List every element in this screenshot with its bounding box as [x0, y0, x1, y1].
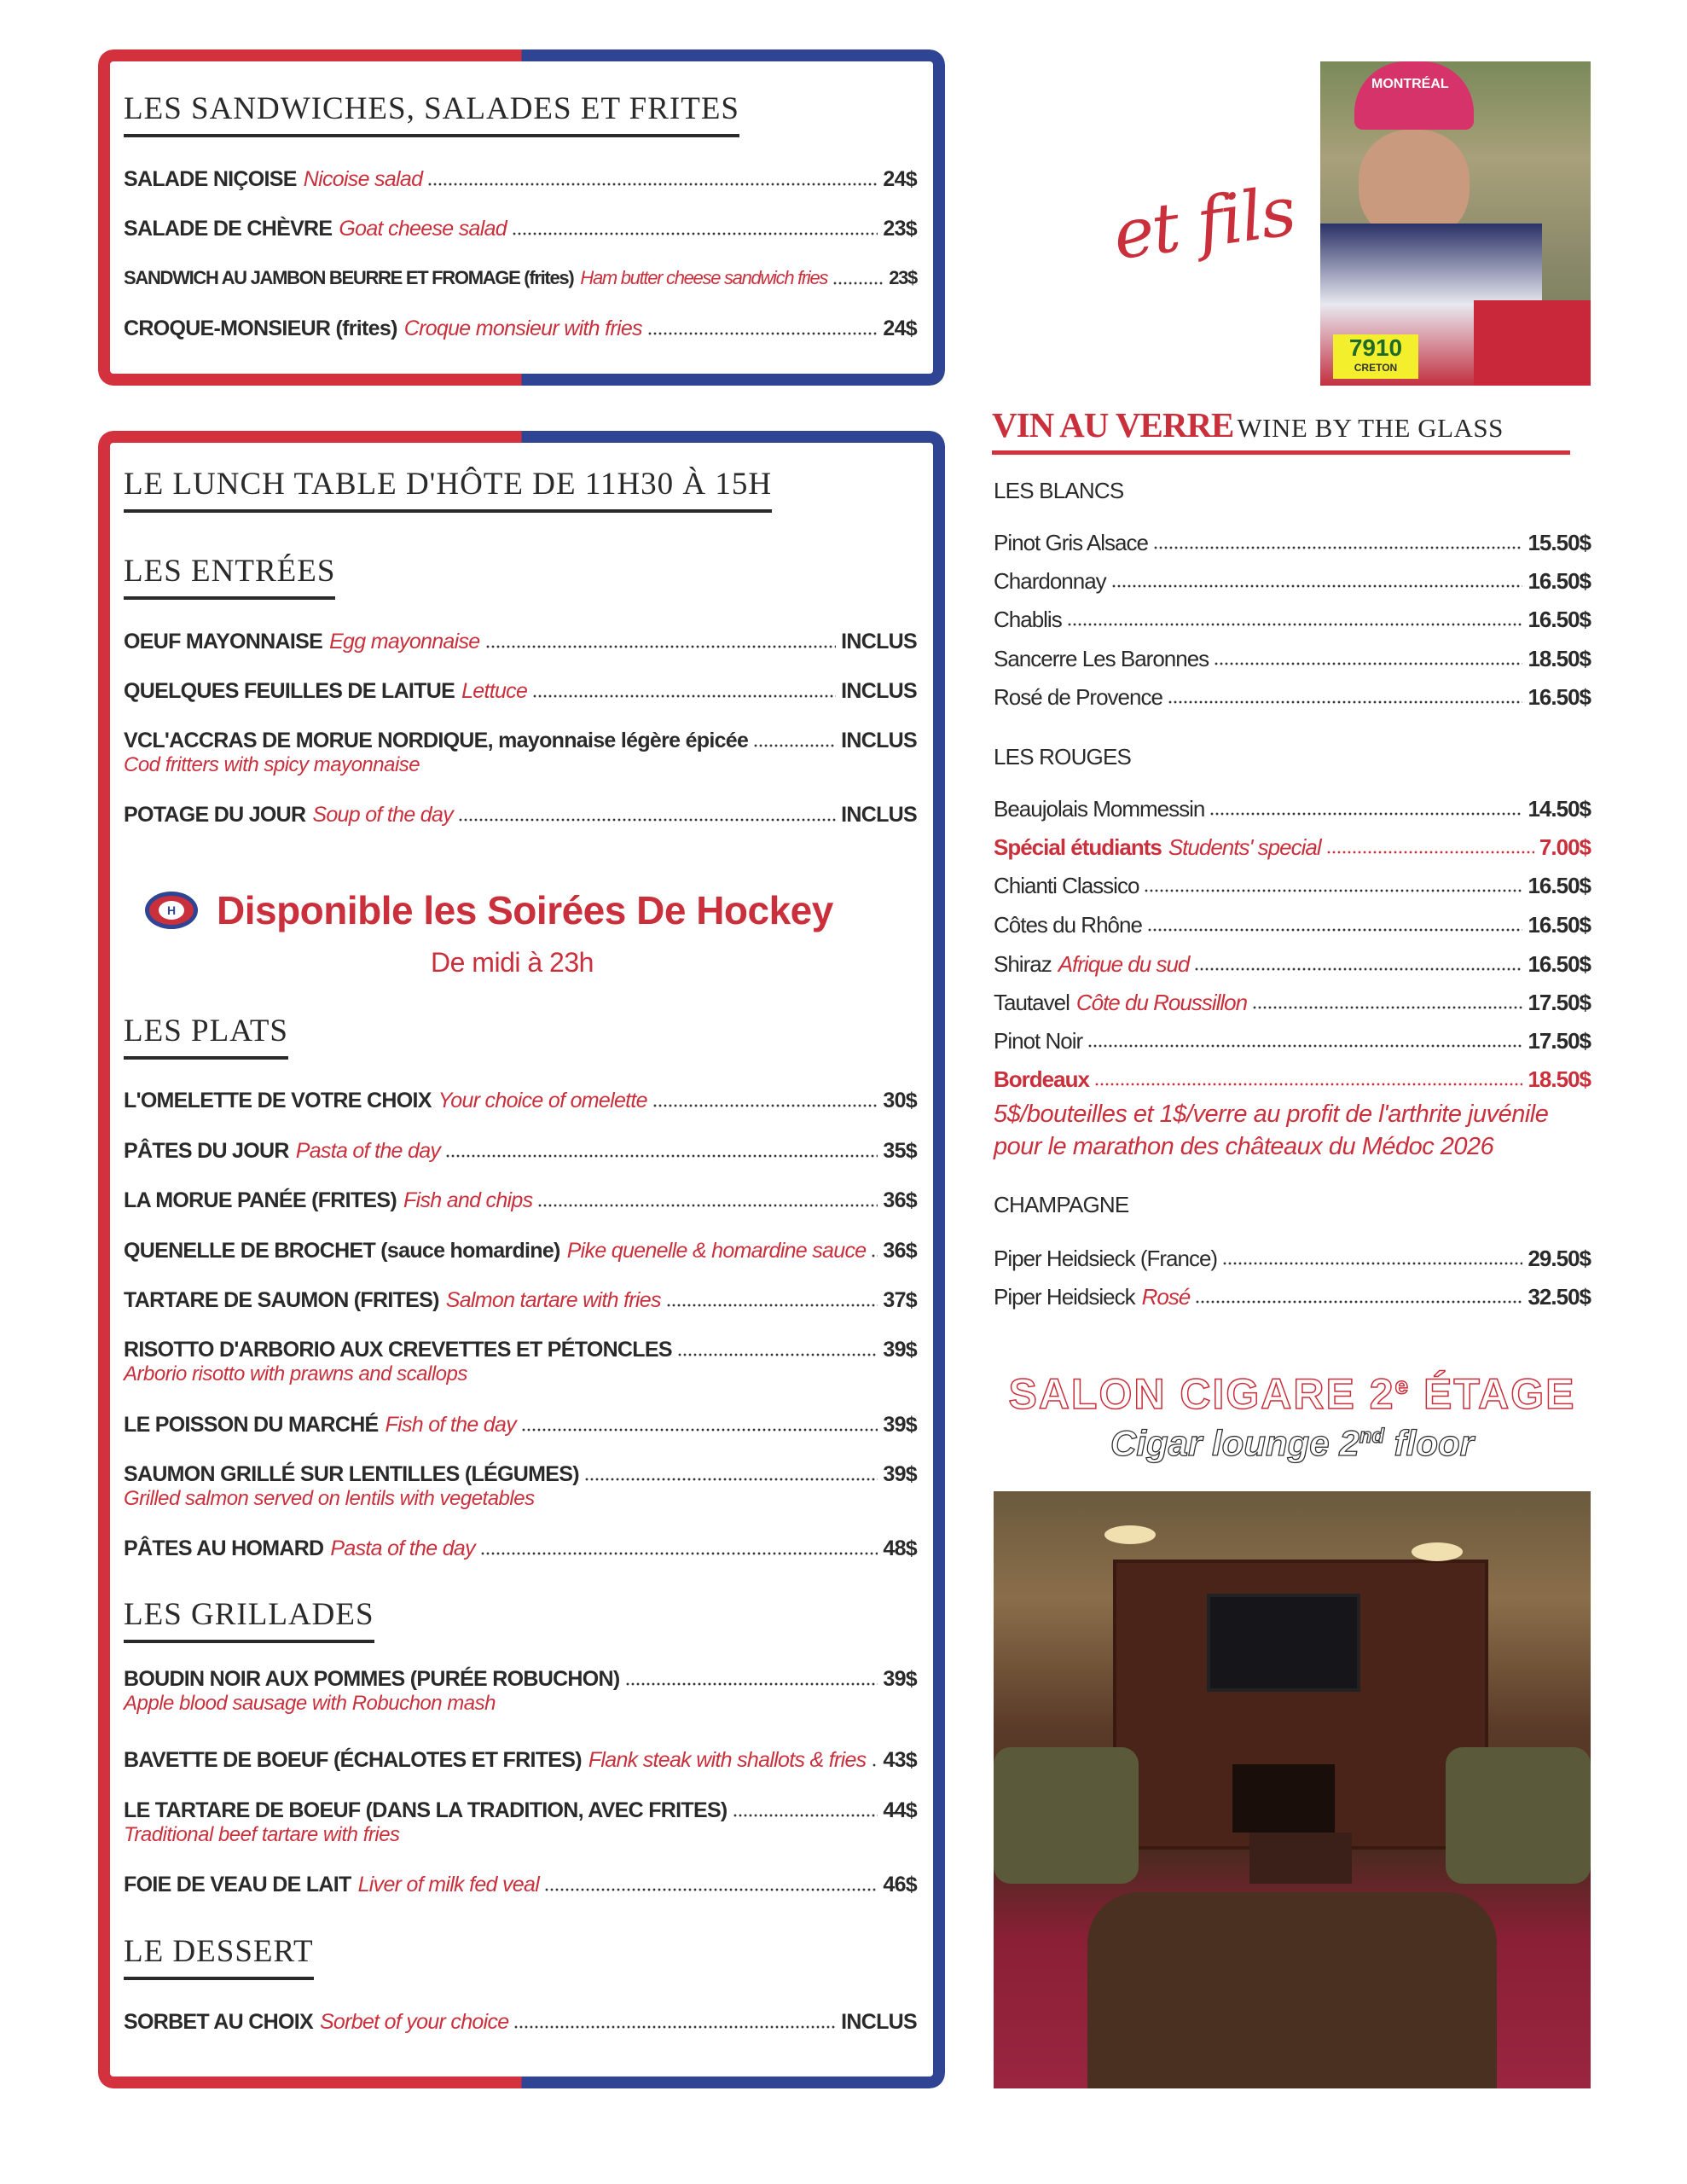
- item-english: Traditional beef tartare with fries: [124, 1823, 400, 1846]
- dot-leader: [1147, 928, 1523, 932]
- section-title: LES SANDWICHES, SALADES ET FRITES: [124, 92, 739, 137]
- item-name: CROQUE-MONSIEUR (frites): [124, 317, 397, 340]
- menu-item: [994, 912, 1591, 938]
- item-name: Chablis: [994, 607, 1062, 632]
- item-english: Lettuce: [461, 679, 528, 703]
- wine-title: VIN AU VERRE WINE BY THE GLASS: [992, 404, 1570, 455]
- item-price: 7.00$: [1539, 834, 1591, 860]
- item-name: Bordeaux: [994, 1066, 1089, 1092]
- item-price: 16.50$: [1528, 607, 1591, 632]
- item-price: INCLUS: [841, 679, 917, 703]
- item-price: 30$: [883, 1089, 917, 1112]
- item-price: 16.50$: [1528, 873, 1591, 898]
- dot-leader: [1094, 1083, 1523, 1086]
- menu-item: [994, 834, 1591, 860]
- item-name: SORBET AU CHOIX: [124, 2010, 313, 2034]
- menu-item: [994, 1066, 1591, 1092]
- item-english: Egg mayonnaise: [329, 630, 480, 653]
- item-price: 39$: [883, 1667, 917, 1691]
- item-english: Students' special: [1168, 834, 1321, 860]
- item-name: Chianti Classico: [994, 873, 1139, 898]
- plats-title: LES PLATS: [124, 1014, 288, 1060]
- item-english: Fish of the day: [385, 1413, 517, 1437]
- blancs-title: LES BLANCS: [994, 478, 1124, 503]
- item-name: Spécial étudiants: [994, 834, 1162, 860]
- dot-leader: [458, 818, 836, 822]
- dot-leader: [480, 1552, 878, 1555]
- menu-item: [124, 1461, 917, 1487]
- dot-leader: [544, 1888, 878, 1891]
- item-price: 18.50$: [1528, 646, 1591, 671]
- item-price: 39$: [883, 1462, 917, 1486]
- menu-item: [124, 1536, 917, 1561]
- item-name: BOUDIN NOIR AUX POMMES (PURÉE ROBUCHON): [124, 1667, 620, 1691]
- charity-note: 5$/bouteilles et 1$/verre au profit de l'arthrite juvénile: [994, 1101, 1549, 1128]
- item-english: Afrique du sud: [1058, 951, 1190, 977]
- item-name: VCL'ACCRAS DE MORUE NORDIQUE, mayonnaise légère épicée: [124, 729, 749, 752]
- dot-leader: [584, 1478, 878, 1481]
- menu-item: [124, 1412, 917, 1438]
- item-name: SAUMON GRILLÉ SUR LENTILLES (LÉGUMES): [124, 1462, 579, 1486]
- dot-leader: [513, 2025, 836, 2029]
- menu-item: [124, 1188, 917, 1213]
- item-price: 44$: [883, 1798, 917, 1822]
- dot-leader: [521, 1428, 878, 1432]
- item-english: Salmon tartare with fries: [445, 1288, 661, 1312]
- dot-leader: [1195, 1300, 1522, 1304]
- item-name: L'OMELETTE DE VOTRE CHOIX: [124, 1089, 432, 1112]
- item-price: 17.50$: [1528, 990, 1591, 1015]
- dot-leader: [1194, 967, 1522, 971]
- dot-leader: [1111, 584, 1523, 588]
- menu-item: [124, 1872, 917, 1897]
- item-price: 23$: [883, 217, 917, 241]
- item-name: Piper Heidsieck (France): [994, 1246, 1218, 1271]
- item-english: Pike quenelle & homardine sauce: [566, 1239, 867, 1263]
- item-price: 23$: [889, 267, 917, 288]
- menu-item: [124, 1747, 917, 1773]
- dot-leader: [666, 1304, 878, 1307]
- item-english: Pasta of the day: [330, 1536, 475, 1560]
- item-price: 36$: [883, 1188, 917, 1212]
- menu-item: [994, 530, 1591, 555]
- dot-leader: [485, 645, 837, 648]
- menu-item: [124, 166, 917, 192]
- menu-item: [994, 1028, 1591, 1054]
- dot-leader: [1153, 546, 1522, 549]
- item-english: Goat cheese salad: [339, 217, 507, 241]
- item-name: OEUF MAYONNAISE: [124, 630, 323, 653]
- item-name: LE TARTARE DE BOEUF (DANS LA TRADITION, AVEC FRITES): [124, 1798, 728, 1822]
- menu-item: [124, 802, 917, 828]
- item-name: Sancerre Les Baronnes: [994, 646, 1209, 671]
- item-name: Côtes du Rhône: [994, 912, 1142, 938]
- item-price: 46$: [883, 1873, 917, 1896]
- item-name: Pinot Gris Alsace: [994, 530, 1148, 555]
- menu-item: [124, 216, 917, 241]
- menu-item: [124, 1287, 917, 1313]
- item-price: INCLUS: [841, 2010, 917, 2034]
- item-price: 14.50$: [1528, 796, 1591, 822]
- charity-note: pour le marathon des châteaux du Médoc 2026: [994, 1133, 1494, 1160]
- menu-item: [994, 1246, 1591, 1271]
- item-name: POTAGE DU JOUR: [124, 803, 306, 827]
- item-english: Apple blood sausage with Robuchon mash: [124, 1692, 496, 1715]
- dot-leader: [1252, 1006, 1522, 1009]
- canadiens-logo-icon: H: [145, 892, 198, 929]
- item-name: SANDWICH AU JAMBON BEURRE ET FROMAGE (frites): [124, 267, 574, 288]
- dot-leader: [532, 694, 836, 698]
- item-name: Chardonnay: [994, 568, 1106, 594]
- dot-leader: [677, 1353, 878, 1356]
- item-english: Flank steak with shallots & fries: [588, 1748, 867, 1772]
- lunch-title: LE LUNCH TABLE D'HÔTE DE 11H30 À 15H: [124, 468, 772, 513]
- item-name: TARTARE DE SAUMON (FRITES): [124, 1288, 439, 1312]
- menu-item: [124, 1666, 917, 1692]
- entrees-title: LES ENTRÉES: [124, 555, 335, 600]
- item-english: Nicoise salad: [303, 167, 423, 191]
- menu-item: [124, 1138, 917, 1164]
- menu-item: [124, 316, 917, 341]
- menu-item: [994, 607, 1591, 632]
- item-name: Piper Heidsieck: [994, 1284, 1135, 1310]
- dot-leader: [445, 1154, 878, 1158]
- item-english: Grilled salmon served on lentils with vegetables: [124, 1487, 535, 1510]
- cigar-subtitle: Cigar lounge 2nd floor: [1110, 1423, 1474, 1463]
- menu-item: [124, 2009, 917, 2035]
- item-english: Côte du Roussillon: [1075, 990, 1248, 1015]
- menu-item: [124, 728, 917, 753]
- menu-item: [124, 1337, 917, 1362]
- dot-leader: [1168, 700, 1523, 704]
- item-name: Tautavel: [994, 990, 1070, 1015]
- item-price: INCLUS: [841, 803, 917, 827]
- dot-leader: [1326, 851, 1534, 854]
- item-english: Ham butter cheese sandwich fries: [580, 267, 828, 288]
- item-english: Croque monsieur with fries: [403, 317, 642, 340]
- item-price: 48$: [883, 1536, 917, 1560]
- item-price: 18.50$: [1528, 1066, 1591, 1092]
- item-name: SALADE NIÇOISE: [124, 167, 297, 191]
- item-price: 29.50$: [1528, 1246, 1591, 1271]
- hockey-hours: De midi à 23h: [431, 947, 594, 978]
- item-price: 24$: [883, 167, 917, 191]
- item-name: RISOTTO D'ARBORIO AUX CREVETTES ET PÉTONCLES: [124, 1338, 672, 1362]
- menu-item: [994, 990, 1591, 1015]
- item-name: PÂTES AU HOMARD: [124, 1536, 324, 1560]
- cigar-lounge-photo: [994, 1491, 1591, 2088]
- item-english: Sorbet of your choice: [319, 2010, 509, 2034]
- item-english: Cod fritters with spicy mayonnaise: [124, 753, 420, 776]
- item-price: INCLUS: [841, 630, 917, 653]
- et-fils-script: et fils: [1108, 171, 1300, 276]
- menu-item: [124, 629, 917, 654]
- cigar-title: SALON CIGARE 2e ÉTAGE: [1008, 1370, 1576, 1418]
- item-price: 16.50$: [1528, 568, 1591, 594]
- item-price: INCLUS: [841, 729, 917, 752]
- item-name: QUELQUES FEUILLES DE LAITUE: [124, 679, 455, 703]
- dot-leader: [871, 1254, 878, 1258]
- runner-photo: MONTRÉAL 7910 CRETON: [1320, 61, 1591, 386]
- item-english: Arborio risotto with prawns and scallops: [124, 1362, 467, 1385]
- dot-leader: [647, 332, 878, 335]
- item-price: 16.50$: [1528, 684, 1591, 710]
- item-name: LA MORUE PANÉE (FRITES): [124, 1188, 397, 1212]
- item-english: Rosé: [1141, 1284, 1191, 1310]
- item-english: Liver of milk fed veal: [357, 1873, 540, 1896]
- item-price: 15.50$: [1528, 530, 1591, 555]
- dessert-title: LE DESSERT: [124, 1935, 314, 1980]
- dot-leader: [427, 183, 878, 186]
- menu-item: [994, 873, 1591, 898]
- menu-item: [124, 678, 917, 704]
- item-price: 39$: [883, 1413, 917, 1437]
- menu-item: [994, 568, 1591, 594]
- item-name: BAVETTE DE BOEUF (ÉCHALOTES ET FRITES): [124, 1748, 582, 1772]
- dot-leader: [1222, 1262, 1522, 1265]
- item-price: 24$: [883, 317, 917, 340]
- menu-item: [994, 951, 1591, 977]
- dot-leader: [872, 1763, 878, 1767]
- dot-leader: [1214, 662, 1522, 665]
- champagne-title: CHAMPAGNE: [994, 1192, 1129, 1217]
- dot-leader: [1067, 623, 1523, 626]
- item-name: QUENELLE DE BROCHET (sauce homardine): [124, 1239, 560, 1263]
- dot-leader: [733, 1814, 878, 1817]
- item-price: 16.50$: [1528, 912, 1591, 938]
- dot-leader: [1144, 889, 1522, 892]
- menu-item: [124, 1238, 917, 1263]
- hockey-banner: [145, 887, 833, 933]
- dot-leader: [512, 232, 878, 235]
- item-name: FOIE DE VEAU DE LAIT: [124, 1873, 351, 1896]
- item-name: Shiraz: [994, 951, 1052, 977]
- item-price: 32.50$: [1528, 1284, 1591, 1310]
- item-name: PÂTES DU JOUR: [124, 1139, 289, 1163]
- item-price: 16.50$: [1528, 951, 1591, 977]
- item-name: SALADE DE CHÈVRE: [124, 217, 333, 241]
- item-price: 43$: [883, 1748, 917, 1772]
- item-name: Pinot Noir: [994, 1028, 1083, 1054]
- rouges-title: LES ROUGES: [994, 744, 1132, 770]
- item-price: 37$: [883, 1288, 917, 1312]
- dot-leader: [625, 1682, 878, 1686]
- menu-item: [994, 684, 1591, 710]
- item-name: Beaujolais Mommessin: [994, 796, 1205, 822]
- grillades-title: LES GRILLADES: [124, 1598, 374, 1643]
- item-english: Your choice of omelette: [438, 1089, 647, 1112]
- item-price: 35$: [883, 1139, 917, 1163]
- dot-leader: [537, 1204, 878, 1207]
- item-price: 39$: [883, 1338, 917, 1362]
- item-price: 17.50$: [1528, 1028, 1591, 1054]
- dot-leader: [753, 744, 836, 747]
- hockey-title: Disponible les Soirées De Hockey: [217, 888, 833, 932]
- menu-item: [994, 1284, 1591, 1310]
- dot-leader: [652, 1104, 878, 1107]
- menu-item: [124, 1088, 917, 1113]
- item-english: Fish and chips: [403, 1188, 533, 1212]
- dot-leader: [1087, 1044, 1522, 1048]
- dot-leader: [832, 282, 884, 285]
- menu-item: [124, 265, 917, 291]
- item-name: Rosé de Provence: [994, 684, 1162, 710]
- menu-item: [994, 646, 1591, 671]
- item-price: 36$: [883, 1239, 917, 1263]
- item-english: Pasta of the day: [295, 1139, 441, 1163]
- menu-item: [124, 1798, 917, 1823]
- dot-leader: [1209, 812, 1522, 816]
- item-english: Soup of the day: [312, 803, 454, 827]
- item-name: LE POISSON DU MARCHÉ: [124, 1413, 379, 1437]
- menu-item: [994, 796, 1591, 822]
